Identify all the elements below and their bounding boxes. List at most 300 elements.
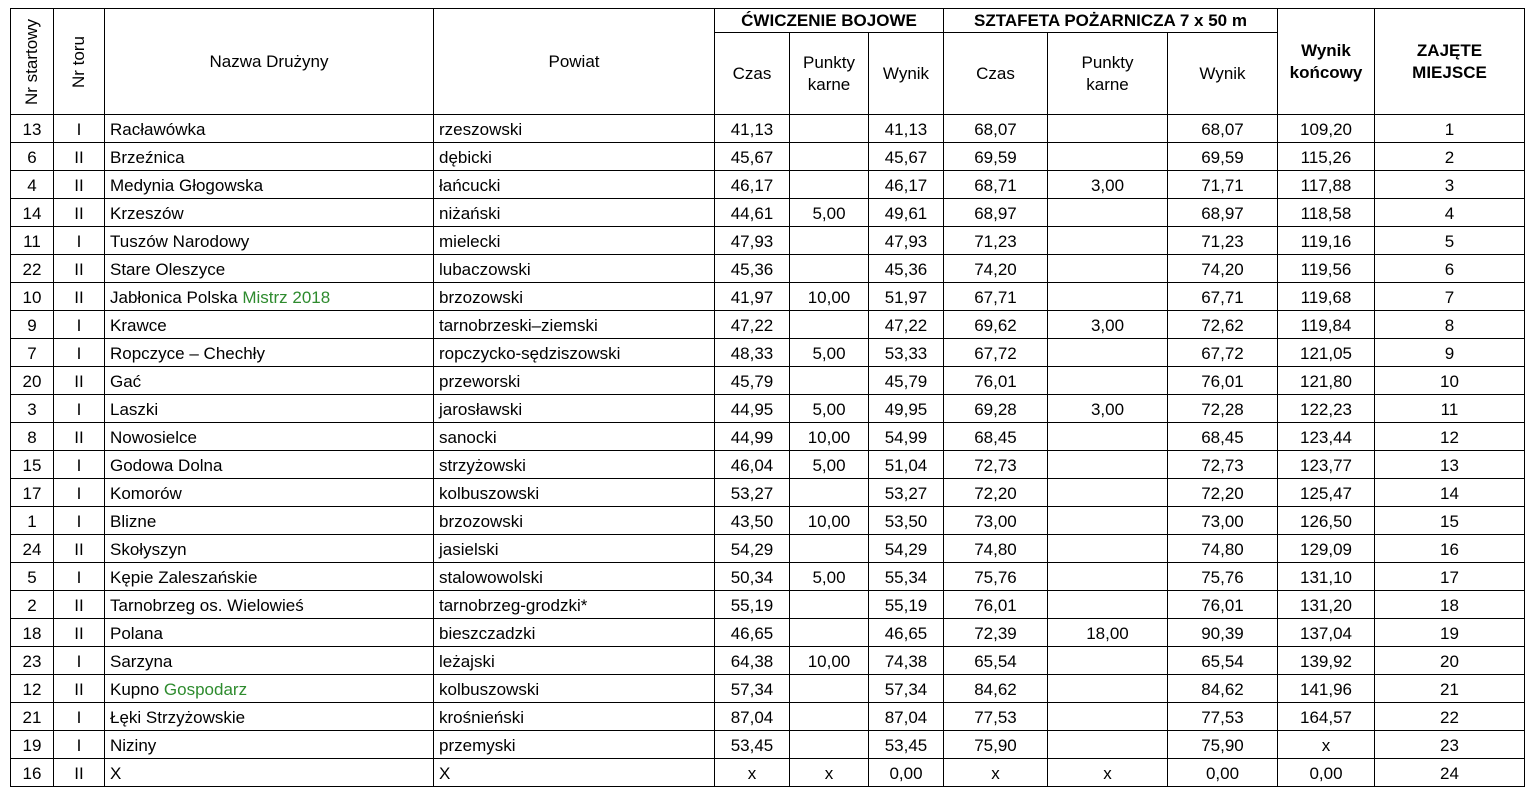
cell-punkty-karne-sztafeta: [1048, 283, 1168, 311]
cell-powiat: przeworski: [434, 367, 715, 395]
cell-nr-startowy: 8: [11, 423, 54, 451]
cell-team-name: [105, 395, 434, 423]
cell-wynik-cwiczenie: 51,97: [869, 283, 944, 311]
cell-punkty-karne-sztafeta: [1048, 227, 1168, 255]
cell-wynik-sztafeta: 67,71: [1168, 283, 1278, 311]
cell-punkty-karne-cwiczenie: [790, 255, 869, 283]
header-punkty-karne-sztafeta: [1048, 33, 1168, 115]
cell-czas-sztafeta: 69,62: [944, 311, 1048, 339]
cell-powiat: krośnieński: [434, 703, 715, 731]
header-nazwa-druzyny: Nazwa Drużyny: [105, 9, 434, 115]
cell-wynik-cwiczenie: 55,19: [869, 591, 944, 619]
cell-wynik-cwiczenie: 54,29: [869, 535, 944, 563]
cell-team-name: [105, 479, 434, 507]
cell-wynik-sztafeta: 72,62: [1168, 311, 1278, 339]
cell-punkty-karne-cwiczenie: 5,00: [790, 451, 869, 479]
header-punkty-line1: Punkty: [803, 52, 855, 72]
cell-czas-sztafeta: 68,71: [944, 171, 1048, 199]
cell-punkty-karne-sztafeta: [1048, 731, 1168, 759]
cell-zajete-miejsce: 16: [1375, 535, 1525, 563]
cell-nr-toru: I: [54, 563, 105, 591]
cell-nr-toru: II: [54, 171, 105, 199]
cell-nr-toru: II: [54, 255, 105, 283]
cell-punkty-karne-cwiczenie: [790, 731, 869, 759]
cell-wynik-sztafeta: 67,72: [1168, 339, 1278, 367]
cell-czas-sztafeta: 76,01: [944, 367, 1048, 395]
cell-team-name: [105, 507, 434, 535]
cell-wynik-sztafeta: 76,01: [1168, 367, 1278, 395]
cell-team-name: [105, 619, 434, 647]
cell-punkty-karne-cwiczenie: [790, 703, 869, 731]
cell-wynik-koncowy: 119,56: [1278, 255, 1375, 283]
cell-wynik-koncowy: 164,57: [1278, 703, 1375, 731]
cell-zajete-miejsce: 6: [1375, 255, 1525, 283]
cell-powiat: jasielski: [434, 535, 715, 563]
cell-wynik-sztafeta: 84,62: [1168, 675, 1278, 703]
header-wynik-koncowy-line2: końcowy: [1289, 62, 1363, 82]
cell-punkty-karne-cwiczenie: [790, 115, 869, 143]
cell-powiat: X: [434, 759, 715, 787]
header-miejsce-line1: ZAJĘTE: [1416, 40, 1483, 60]
cell-czas-cwiczenie: 48,33: [715, 339, 790, 367]
cell-czas-sztafeta: 68,45: [944, 423, 1048, 451]
cell-czas-cwiczenie: 41,13: [715, 115, 790, 143]
team-name-text: Tuszów Narodowy: [110, 232, 250, 251]
cell-punkty-karne-sztafeta: [1048, 451, 1168, 479]
cell-nr-toru: II: [54, 283, 105, 311]
cell-czas-sztafeta: 71,23: [944, 227, 1048, 255]
cell-powiat: łańcucki: [434, 171, 715, 199]
cell-czas-cwiczenie: 46,04: [715, 451, 790, 479]
cell-nr-toru: I: [54, 647, 105, 675]
cell-nr-startowy: 20: [11, 367, 54, 395]
table-row: [11, 143, 1525, 171]
cell-czas-sztafeta: 73,00: [944, 507, 1048, 535]
cell-punkty-karne-cwiczenie: 10,00: [790, 647, 869, 675]
cell-wynik-cwiczenie: 51,04: [869, 451, 944, 479]
cell-wynik-cwiczenie: 45,36: [869, 255, 944, 283]
cell-zajete-miejsce: 24: [1375, 759, 1525, 787]
table-row: [11, 647, 1525, 675]
header-sztafeta: SZTAFETA POŻARNICZA 7 x 50 m: [944, 9, 1278, 33]
cell-team-name: [105, 283, 434, 311]
cell-czas-cwiczenie: 45,36: [715, 255, 790, 283]
cell-wynik-koncowy: 118,58: [1278, 199, 1375, 227]
cell-punkty-karne-sztafeta: 3,00: [1048, 171, 1168, 199]
cell-czas-cwiczenie: 47,93: [715, 227, 790, 255]
cell-nr-startowy: 7: [11, 339, 54, 367]
cell-wynik-cwiczenie: 47,22: [869, 311, 944, 339]
cell-powiat: brzozowski: [434, 507, 715, 535]
cell-wynik-sztafeta: 75,76: [1168, 563, 1278, 591]
header-punkty-karne-cwiczenie: [790, 33, 869, 115]
cell-nr-startowy: 21: [11, 703, 54, 731]
cell-punkty-karne-sztafeta: [1048, 647, 1168, 675]
cell-powiat: jarosławski: [434, 395, 715, 423]
cell-nr-toru: II: [54, 367, 105, 395]
cell-czas-sztafeta: 76,01: [944, 591, 1048, 619]
cell-punkty-karne-cwiczenie: [790, 535, 869, 563]
cell-punkty-karne-cwiczenie: [790, 367, 869, 395]
cell-powiat: leżajski: [434, 647, 715, 675]
table-row: [11, 591, 1525, 619]
cell-wynik-cwiczenie: 47,93: [869, 227, 944, 255]
table-row: [11, 395, 1525, 423]
header-cwiczenie-bojowe: ĆWICZENIE BOJOWE: [715, 9, 944, 33]
cell-wynik-koncowy: 123,77: [1278, 451, 1375, 479]
team-name-text: Łęki Strzyżowskie: [110, 708, 246, 727]
cell-powiat: sanocki: [434, 423, 715, 451]
cell-wynik-sztafeta: 73,00: [1168, 507, 1278, 535]
cell-team-name: [105, 199, 434, 227]
team-name-text: Racławówka: [110, 120, 206, 139]
cell-punkty-karne-sztafeta: [1048, 703, 1168, 731]
table-row: [11, 675, 1525, 703]
cell-wynik-sztafeta: 71,23: [1168, 227, 1278, 255]
cell-nr-toru: II: [54, 619, 105, 647]
cell-zajete-miejsce: 4: [1375, 199, 1525, 227]
header-czas-sztafeta: Czas: [944, 33, 1048, 115]
cell-nr-startowy: 23: [11, 647, 54, 675]
cell-punkty-karne-cwiczenie: [790, 311, 869, 339]
cell-nr-toru: I: [54, 451, 105, 479]
cell-nr-toru: II: [54, 675, 105, 703]
cell-punkty-karne-cwiczenie: 10,00: [790, 423, 869, 451]
cell-czas-sztafeta: 75,90: [944, 731, 1048, 759]
cell-punkty-karne-cwiczenie: [790, 479, 869, 507]
cell-czas-cwiczenie: 44,99: [715, 423, 790, 451]
cell-nr-toru: I: [54, 479, 105, 507]
cell-czas-sztafeta: 74,80: [944, 535, 1048, 563]
cell-nr-toru: II: [54, 591, 105, 619]
cell-wynik-cwiczenie: 74,38: [869, 647, 944, 675]
cell-punkty-karne-cwiczenie: 10,00: [790, 507, 869, 535]
cell-punkty-karne-cwiczenie: [790, 591, 869, 619]
cell-czas-cwiczenie: 53,27: [715, 479, 790, 507]
cell-nr-toru: II: [54, 535, 105, 563]
cell-zajete-miejsce: 15: [1375, 507, 1525, 535]
cell-zajete-miejsce: 10: [1375, 367, 1525, 395]
cell-punkty-karne-cwiczenie: 5,00: [790, 199, 869, 227]
cell-punkty-karne-sztafeta: 3,00: [1048, 395, 1168, 423]
cell-czas-cwiczenie: 47,22: [715, 311, 790, 339]
table-row: [11, 367, 1525, 395]
cell-team-name: [105, 591, 434, 619]
cell-powiat: kolbuszowski: [434, 675, 715, 703]
cell-czas-sztafeta: 75,76: [944, 563, 1048, 591]
cell-punkty-karne-sztafeta: [1048, 115, 1168, 143]
cell-wynik-sztafeta: 65,54: [1168, 647, 1278, 675]
cell-czas-cwiczenie: 57,34: [715, 675, 790, 703]
team-name-text: Kupno: [110, 680, 160, 699]
cell-punkty-karne-cwiczenie: [790, 619, 869, 647]
cell-nr-startowy: 3: [11, 395, 54, 423]
cell-punkty-karne-sztafeta: [1048, 339, 1168, 367]
team-name-text: Polana: [110, 624, 163, 643]
cell-zajete-miejsce: 14: [1375, 479, 1525, 507]
team-name-text: Medynia Głogowska: [110, 176, 264, 195]
cell-czas-cwiczenie: 46,65: [715, 619, 790, 647]
cell-team-name: [105, 227, 434, 255]
team-name-text: Ropczyce – Chechły: [110, 344, 265, 363]
cell-punkty-karne-cwiczenie: 10,00: [790, 283, 869, 311]
cell-nr-toru: II: [54, 759, 105, 787]
cell-czas-cwiczenie: 45,79: [715, 367, 790, 395]
header-wynik-koncowy: [1278, 9, 1375, 115]
cell-wynik-koncowy: 121,05: [1278, 339, 1375, 367]
team-name-text: Kępie Zaleszańskie: [110, 568, 258, 587]
cell-wynik-sztafeta: 90,39: [1168, 619, 1278, 647]
cell-punkty-karne-cwiczenie: [790, 143, 869, 171]
cell-powiat: dębicki: [434, 143, 715, 171]
results-table: [10, 8, 1525, 787]
team-name-text: Brzeźnica: [110, 148, 185, 167]
cell-nr-startowy: 15: [11, 451, 54, 479]
cell-wynik-cwiczenie: 45,67: [869, 143, 944, 171]
cell-wynik-cwiczenie: 53,45: [869, 731, 944, 759]
cell-wynik-koncowy: 139,92: [1278, 647, 1375, 675]
cell-powiat: lubaczowski: [434, 255, 715, 283]
cell-czas-sztafeta: x: [944, 759, 1048, 787]
cell-powiat: tarnobrzeski–ziemski: [434, 311, 715, 339]
cell-nr-startowy: 5: [11, 563, 54, 591]
cell-zajete-miejsce: 23: [1375, 731, 1525, 759]
cell-punkty-karne-sztafeta: x: [1048, 759, 1168, 787]
table-row: [11, 535, 1525, 563]
cell-nr-toru: II: [54, 423, 105, 451]
cell-zajete-miejsce: 21: [1375, 675, 1525, 703]
team-name-text: Blizne: [110, 512, 157, 531]
cell-punkty-karne-sztafeta: [1048, 591, 1168, 619]
cell-powiat: strzyżowski: [434, 451, 715, 479]
cell-team-name: [105, 675, 434, 703]
cell-nr-toru: II: [54, 199, 105, 227]
cell-team-name: [105, 563, 434, 591]
cell-punkty-karne-sztafeta: [1048, 143, 1168, 171]
cell-czas-sztafeta: 77,53: [944, 703, 1048, 731]
cell-wynik-koncowy: 109,20: [1278, 115, 1375, 143]
cell-czas-sztafeta: 69,28: [944, 395, 1048, 423]
cell-wynik-koncowy: 115,26: [1278, 143, 1375, 171]
cell-wynik-sztafeta: 69,59: [1168, 143, 1278, 171]
team-note-text: Mistrz 2018: [242, 288, 331, 307]
cell-nr-startowy: 11: [11, 227, 54, 255]
cell-nr-startowy: 17: [11, 479, 54, 507]
table-row: [11, 423, 1525, 451]
cell-wynik-koncowy: 119,84: [1278, 311, 1375, 339]
cell-team-name: [105, 311, 434, 339]
cell-powiat: przemyski: [434, 731, 715, 759]
cell-team-name: [105, 647, 434, 675]
cell-nr-startowy: 22: [11, 255, 54, 283]
cell-punkty-karne-sztafeta: [1048, 479, 1168, 507]
cell-wynik-koncowy: 119,16: [1278, 227, 1375, 255]
cell-nr-startowy: 10: [11, 283, 54, 311]
cell-team-name: [105, 703, 434, 731]
cell-czas-cwiczenie: 43,50: [715, 507, 790, 535]
cell-punkty-karne-cwiczenie: 5,00: [790, 563, 869, 591]
cell-nr-startowy: 2: [11, 591, 54, 619]
team-name-text: Tarnobrzeg os. Wielowieś: [110, 596, 304, 615]
cell-powiat: rzeszowski: [434, 115, 715, 143]
header-punkty-line2: karne: [1086, 74, 1129, 94]
cell-czas-sztafeta: 67,72: [944, 339, 1048, 367]
team-name-text: Godowa Dolna: [110, 456, 223, 475]
table-row: [11, 703, 1525, 731]
cell-wynik-koncowy: 123,44: [1278, 423, 1375, 451]
cell-wynik-sztafeta: 72,28: [1168, 395, 1278, 423]
cell-wynik-cwiczenie: 53,33: [869, 339, 944, 367]
cell-nr-startowy: 19: [11, 731, 54, 759]
table-row: [11, 479, 1525, 507]
table-row: [11, 171, 1525, 199]
team-name-text: Sarzyna: [110, 652, 173, 671]
cell-wynik-cwiczenie: 57,34: [869, 675, 944, 703]
cell-nr-toru: II: [54, 143, 105, 171]
cell-wynik-sztafeta: 75,90: [1168, 731, 1278, 759]
cell-wynik-koncowy: 117,88: [1278, 171, 1375, 199]
cell-punkty-karne-sztafeta: [1048, 255, 1168, 283]
cell-wynik-sztafeta: 68,07: [1168, 115, 1278, 143]
header-punkty-line1: Punkty: [1081, 52, 1134, 72]
team-name-text: Krzeszów: [110, 204, 184, 223]
header-miejsce-line2: MIEJSCE: [1412, 62, 1487, 82]
cell-wynik-koncowy: 131,20: [1278, 591, 1375, 619]
cell-powiat: ropczycko-sędziszowski: [434, 339, 715, 367]
team-name-text: Skołyszyn: [110, 540, 187, 559]
table-row: [11, 451, 1525, 479]
cell-wynik-sztafeta: 0,00: [1168, 759, 1278, 787]
results-table-wrapper: [10, 8, 1525, 787]
cell-wynik-cwiczenie: 46,17: [869, 171, 944, 199]
cell-czas-cwiczenie: 50,34: [715, 563, 790, 591]
cell-zajete-miejsce: 19: [1375, 619, 1525, 647]
cell-nr-toru: I: [54, 703, 105, 731]
cell-punkty-karne-sztafeta: [1048, 563, 1168, 591]
header-powiat: Powiat: [434, 9, 715, 115]
cell-czas-cwiczenie: 44,61: [715, 199, 790, 227]
cell-czas-sztafeta: 84,62: [944, 675, 1048, 703]
cell-wynik-koncowy: 129,09: [1278, 535, 1375, 563]
cell-zajete-miejsce: 11: [1375, 395, 1525, 423]
table-row: [11, 339, 1525, 367]
cell-czas-sztafeta: 74,20: [944, 255, 1048, 283]
cell-nr-startowy: 4: [11, 171, 54, 199]
cell-zajete-miejsce: 13: [1375, 451, 1525, 479]
cell-czas-cwiczenie: 46,17: [715, 171, 790, 199]
team-name-text: Niziny: [110, 736, 157, 755]
header-wynik-sztafeta: Wynik: [1168, 33, 1278, 115]
cell-czas-cwiczenie: 53,45: [715, 731, 790, 759]
cell-punkty-karne-cwiczenie: x: [790, 759, 869, 787]
cell-punkty-karne-sztafeta: [1048, 423, 1168, 451]
cell-team-name: [105, 423, 434, 451]
cell-nr-toru: I: [54, 115, 105, 143]
cell-wynik-cwiczenie: 54,99: [869, 423, 944, 451]
team-name-text: Stare Oleszyce: [110, 260, 226, 279]
cell-punkty-karne-sztafeta: [1048, 507, 1168, 535]
cell-punkty-karne-cwiczenie: [790, 171, 869, 199]
cell-powiat: brzozowski: [434, 283, 715, 311]
header-nr-startowy-label: Nr startowy: [22, 18, 42, 105]
cell-wynik-cwiczenie: 87,04: [869, 703, 944, 731]
cell-nr-toru: I: [54, 507, 105, 535]
cell-punkty-karne-sztafeta: 18,00: [1048, 619, 1168, 647]
table-row: [11, 507, 1525, 535]
table-row: [11, 563, 1525, 591]
cell-nr-toru: I: [54, 395, 105, 423]
cell-nr-startowy: 6: [11, 143, 54, 171]
cell-wynik-koncowy: 121,80: [1278, 367, 1375, 395]
cell-wynik-cwiczenie: 0,00: [869, 759, 944, 787]
cell-czas-sztafeta: 72,20: [944, 479, 1048, 507]
team-name-text: Laszki: [110, 400, 159, 419]
cell-wynik-cwiczenie: 55,34: [869, 563, 944, 591]
cell-czas-sztafeta: 69,59: [944, 143, 1048, 171]
cell-punkty-karne-sztafeta: 3,00: [1048, 311, 1168, 339]
header-czas-cwiczenie: Czas: [715, 33, 790, 115]
cell-zajete-miejsce: 18: [1375, 591, 1525, 619]
cell-team-name: [105, 115, 434, 143]
team-name-text: Gać: [110, 372, 142, 391]
cell-wynik-sztafeta: 74,80: [1168, 535, 1278, 563]
cell-czas-cwiczenie: 87,04: [715, 703, 790, 731]
cell-wynik-koncowy: x: [1278, 731, 1375, 759]
cell-czas-cwiczenie: 64,38: [715, 647, 790, 675]
table-row: [11, 255, 1525, 283]
cell-zajete-miejsce: 8: [1375, 311, 1525, 339]
cell-czas-cwiczenie: 41,97: [715, 283, 790, 311]
cell-zajete-miejsce: 9: [1375, 339, 1525, 367]
cell-wynik-sztafeta: 77,53: [1168, 703, 1278, 731]
cell-wynik-koncowy: 141,96: [1278, 675, 1375, 703]
cell-zajete-miejsce: 5: [1375, 227, 1525, 255]
cell-czas-cwiczenie: 45,67: [715, 143, 790, 171]
cell-zajete-miejsce: 17: [1375, 563, 1525, 591]
table-row: [11, 311, 1525, 339]
team-name-text: Komorów: [110, 484, 182, 503]
cell-zajete-miejsce: 22: [1375, 703, 1525, 731]
header-nr-startowy: [11, 9, 54, 115]
cell-wynik-koncowy: 0,00: [1278, 759, 1375, 787]
cell-wynik-cwiczenie: 41,13: [869, 115, 944, 143]
cell-punkty-karne-sztafeta: [1048, 367, 1168, 395]
cell-czas-sztafeta: 72,39: [944, 619, 1048, 647]
cell-team-name: [105, 339, 434, 367]
cell-nr-startowy: 14: [11, 199, 54, 227]
header-nr-toru: [54, 9, 105, 115]
cell-czas-sztafeta: 67,71: [944, 283, 1048, 311]
cell-powiat: mielecki: [434, 227, 715, 255]
cell-wynik-sztafeta: 71,71: [1168, 171, 1278, 199]
cell-wynik-cwiczenie: 46,65: [869, 619, 944, 647]
cell-nr-toru: I: [54, 227, 105, 255]
cell-wynik-cwiczenie: 45,79: [869, 367, 944, 395]
cell-nr-startowy: 18: [11, 619, 54, 647]
header-zajete-miejsce: [1375, 9, 1525, 115]
cell-czas-sztafeta: 68,07: [944, 115, 1048, 143]
cell-zajete-miejsce: 3: [1375, 171, 1525, 199]
table-row: [11, 759, 1525, 787]
cell-nr-toru: I: [54, 731, 105, 759]
cell-team-name: [105, 367, 434, 395]
cell-wynik-cwiczenie: 53,27: [869, 479, 944, 507]
cell-punkty-karne-sztafeta: [1048, 199, 1168, 227]
cell-punkty-karne-sztafeta: [1048, 535, 1168, 563]
cell-wynik-sztafeta: 74,20: [1168, 255, 1278, 283]
cell-wynik-cwiczenie: 53,50: [869, 507, 944, 535]
cell-czas-cwiczenie: x: [715, 759, 790, 787]
